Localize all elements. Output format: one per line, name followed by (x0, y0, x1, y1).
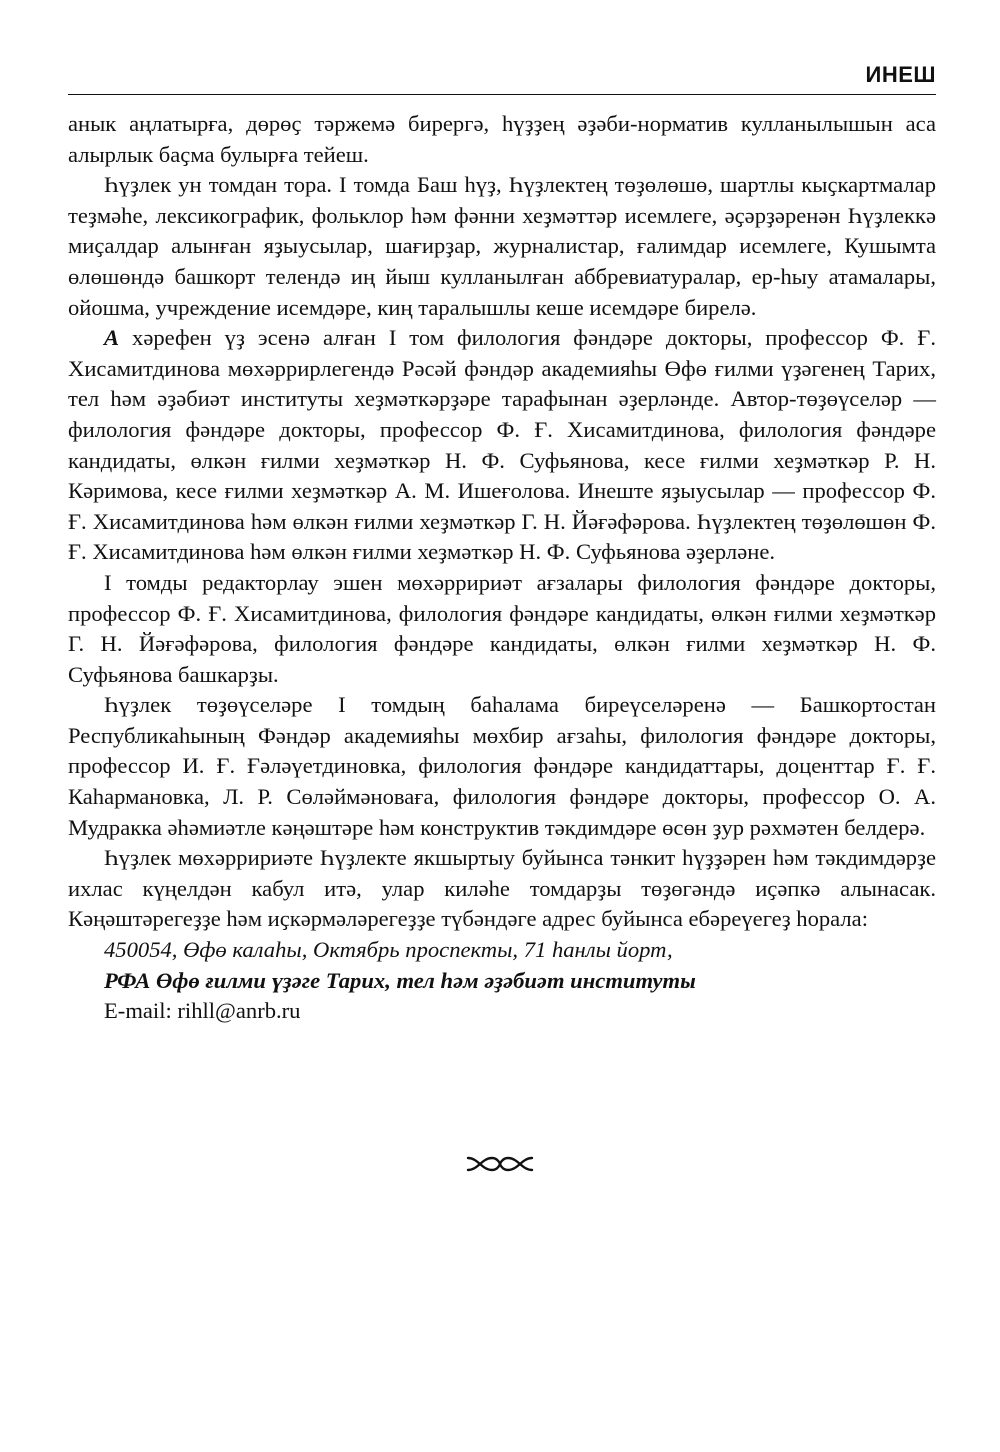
address-institution: РФА Өфө ғилми үҙәге Тарих, тел һәм әҙәбиәт институты (104, 967, 696, 993)
paragraph-4: I томды редакторлау эшен мөхәрририәт ағзалары филология фәндәре докторы, профессор Ф. Ғ. Хисамитдинова, филология фәндәре кандидаты, өлкән ғилми хеҙмәткәр Г. Н. Йәғәфәрова, филология фәндәре кандидаты, өлкән ғилми хеҙмәткәр Н. Ф. Суфьянова башкарҙы. (68, 569, 936, 687)
paragraph-5: Һүҙлек төҙөүселәре I томдың баһалама биреүселәренә — Башкортостан Республикаһының Фәндәр академияһы мөхбир ағзаһы, филология фәндәре докторы, профессор И. Ғ. Ғәләүетдиновка, филология фәндәре кандидаттары, доценттар Ғ. Ғ. Каһармановка, Л. Р. Сөләймәноваға, филология фәндәре докторы, профессор О. А. Мудракка әһәмиәтле кәңәштәре һәм конструктив тәкдимдәре өсөн ҙур рәхмәтен белдерә. (68, 692, 936, 840)
address-email: E-mail: rihll@anrb.ru (104, 998, 301, 1024)
paragraph-2: Һүҙлек ун томдан тора. I томда Баш һүҙ, Һүҙлектең төҙөлөшө, шартлы кыҫкартмалар теҙмәһе, лексикографик, фольклор һәм фәнни хеҙмәттәр исемлеге, әҫәрҙәренән Һүҙлеккә миҫалдар алынған яҙыусылар, шағирҙар, журналистар, ғалимдар исемлеге, Кушымта өлөшөндә башкорт телендә иң йыш кулланылған аббревиатуралар, ер-һыу атамалары, ойошма, учреждение исемдәре, киң таралышлы кеше исемдәре бирелә. (68, 172, 936, 320)
address-block (68, 935, 936, 1027)
header-rule (68, 94, 936, 95)
lead-letter: А (104, 325, 120, 351)
paragraph-3 (68, 323, 936, 568)
page (68, 60, 936, 1027)
paragraph-3-text: хәрефен үҙ эсенә алған I том филология фәндәре докторы, профессор Ф. Ғ. Хисамитдинова мөхәррирлегендә Рәсәй фәндәр академияһы Өфө ғилми үҙәгенең Тарих, тел һәм әҙәбиәт институты хеҙмәткәрҙәре тарафынан әҙерләнде. Автор-төҙөүселәр — филология фәндәре докторы, профессор Ф. Ғ. Хисамитдинова, филология фәндәре кандидаты, өлкән ғилми хеҙмәткәр Н. Ф. Суфьянова, кесе ғилми хеҙмәткәр Р. Н. Кәримова, кесе ғилми хеҙмәткәр А. М. Ишеғолова. Инеште яҙыусылар — профессор Ф. Ғ. Хисамитдинова һәм өлкән ғилми хеҙмәткәр Г. Н. Йәғәфәрова. Һүҙлектең төҙөлөшөн Ф. Ғ. Хисамитдинова һәм өлкән ғилми хеҙмәткәр Н. Ф. Суфьянова әҙерләне. (68, 325, 936, 565)
running-head: ИНЕШ (865, 62, 936, 87)
address-street: 450054, Өфө калаһы, Октябрь проспекты, 71 һанлы йорт, (104, 937, 673, 963)
body-text (68, 109, 936, 935)
paragraph-1: анык аңлатырға, дөрөҫ тәржемә бирергә, һүҙҙең әҙәби-норматив кулланылышын аса алырлык баҫма булырға тейеш. (68, 111, 936, 167)
ornament-divider-icon (464, 1150, 536, 1178)
paragraph-6: Һүҙлек мөхәрририәте Һүҙлекте якшыртыу буйынса тәнкит һүҙҙәрен һәм тәкдимдәрҙе ихлас күңелдән кабул итә, улар киләһе томдарҙы төҙөгәндә иҫәпкә алынасак. Кәңәштәрегеҙҙе һәм иҫкәрмәләрегеҙҙе түбәндәге адрес буйынса ебәреүегеҙ һорала: (68, 845, 936, 932)
